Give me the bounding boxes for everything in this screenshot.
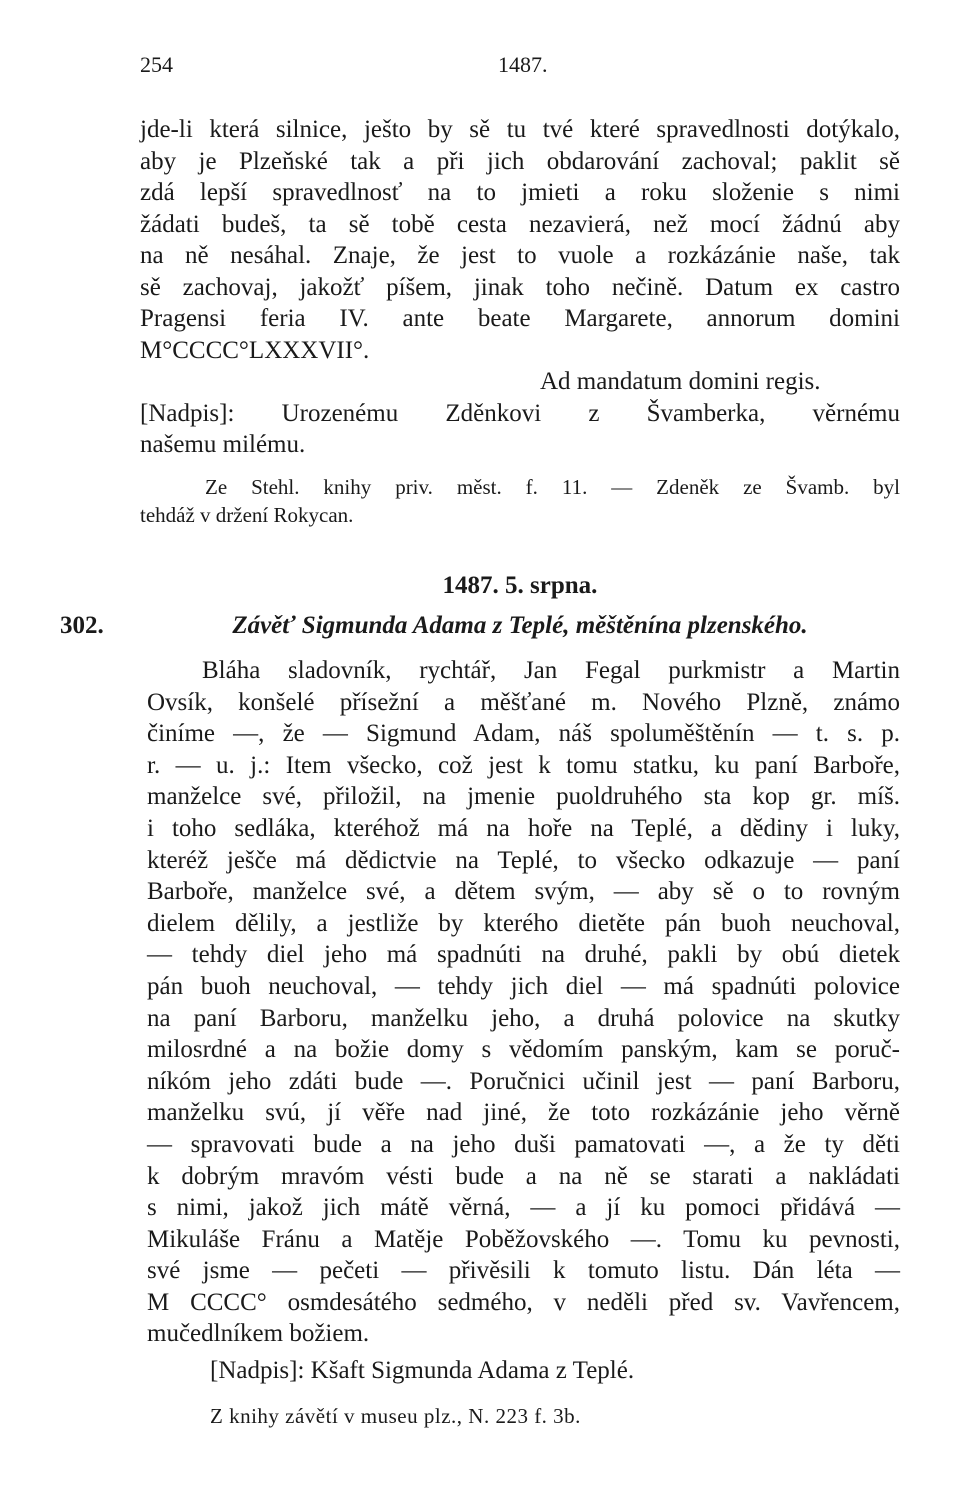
text-line: Barboře, manželce své, a dětem svým, — aby sě o to rovným xyxy=(147,878,900,906)
text-line: manželce své, přiložil, na jmenie puoldruhého sta kop gr. míš. xyxy=(147,783,900,811)
text-line: — spravovati bude a na jeho duši pamatovati —, a že ty děti xyxy=(147,1130,900,1158)
address-continuation: našemu milému. xyxy=(140,431,306,458)
text-line: Pragensi feria IV. ante beate Margarete, annorum domini xyxy=(140,305,900,332)
document-body xyxy=(147,655,900,1350)
document-heading-note: [Nadpis]: Kšaft Sigmunda Adama z Teplé. xyxy=(210,1357,635,1384)
text-line: — tehdy diel jeho má spadnúti na druhé, pakli by obú dietek xyxy=(147,941,900,969)
text-line: Ze Stehl. knihy priv. měst. f. 11. — Zdeněk ze Švamb. byl xyxy=(205,474,900,499)
text-line: žádati budeš, ta sě tobě cesta nezavierá, než mocí žádnú aby xyxy=(140,210,900,238)
document-number: 302. xyxy=(60,612,104,639)
text-line: mučedlníkem božiem. xyxy=(147,1320,370,1348)
source-note xyxy=(140,473,900,529)
previous-document-ending xyxy=(140,114,900,529)
text-line: tehdáž v držení Rokycan. xyxy=(140,502,354,527)
address-line xyxy=(140,398,900,430)
text-line: dielem dělily, a jestliže by kterého dietěte pán buoh neuchoval, xyxy=(147,909,900,937)
text-line: manželku svú, jí věře nad jiné, že toto rozkázánie jeho věrně xyxy=(147,1099,900,1127)
text-line: sě zachovaj, jakožť píšem, jinak toho nečině. Datum ex castro xyxy=(140,273,900,301)
text-line: jde-li která silnice, ješto by sě tu tvé které spravedlnosti dotýkalo, xyxy=(140,116,900,143)
text-line: k dobrým mravóm vésti bude a na ně se starati a nakládati xyxy=(147,1162,900,1190)
running-year: 1487. xyxy=(498,52,548,77)
text-line: aby je Plzeňské tak a při jich obdarování zachoval; paklit sě xyxy=(140,147,900,175)
text-line: milosrdné a na božie domy s vědomím panským, kam se poruč- xyxy=(147,1036,900,1064)
document-source-note: Z knihy závětí v museu plz., N. 223 f. 3b. xyxy=(210,1404,581,1428)
text-line: pán buoh neuchoval, — tehdy jich diel — má spadnúti polovice xyxy=(147,972,900,1000)
text-line: s nimi, jakož jich mátě věrná, — a jí ku pomoci přidává — xyxy=(147,1194,900,1222)
text-line: své jsme — pečeti — přivěsili k tomuto listu. Dán léta — xyxy=(147,1257,900,1285)
text-line: M CCCC° osmdesátého sedmého, v neděli před sv. Vavřencem, xyxy=(147,1288,900,1316)
text-line: zdá lepší spravedlnosť na to jmieti a roku složenie s nimi xyxy=(140,179,900,206)
text-line: [Nadpis]: Urozenému Zděnkovi z Švamberka, věrnému xyxy=(140,399,900,427)
text-line: Ovsík, konšelé přísežní a měšťané m. Nového Plzně, známo xyxy=(147,688,900,716)
text-line: M°CCCC°LXXXVII°. xyxy=(140,336,370,364)
text-line: na paní Barboru, manželku jeho, a druhá polovice na skutky xyxy=(147,1004,900,1032)
previous-document-text xyxy=(140,114,900,366)
text-line: na ně nesáhal. Znaje, že jest to vuole a rozkázánie naše, tak xyxy=(140,242,900,269)
signature-line: Ad mandatum domini regis. xyxy=(540,368,821,395)
text-line: Bláha sladovník, rychtář, Jan Fegal purkmistr a Martin xyxy=(202,657,900,684)
document-date: 1487. 5. srpna. xyxy=(442,572,598,599)
text-line: níkóm jeho zdáti bude —. Poručnici učinil jest — paní Barboru, xyxy=(147,1067,900,1095)
page-number: 254 xyxy=(140,52,173,77)
page-header xyxy=(140,52,900,88)
text-line: r. — u. j.: Item všecko, což jest k tomu statku, ku paní Barboře, xyxy=(147,751,900,779)
text-line: Mikuláše Fránu a Matěje Poběžovského —. Tomu ku pevnosti, xyxy=(147,1225,900,1253)
text-line: i toho sedláka, kteréhož má na hoře na Teplé, a dědiny i luky, xyxy=(147,814,900,842)
document-title: Závěť Sigmunda Adama z Teplé, měštěnína plzenského. xyxy=(232,612,808,639)
text-line: kteréž ješče má dědictvie na Teplé, to všecko odkazuje — paní xyxy=(147,846,900,874)
text-line: činíme —, že — Sigmund Adam, náš spoluměštěnín — t. s. p. xyxy=(147,720,900,748)
